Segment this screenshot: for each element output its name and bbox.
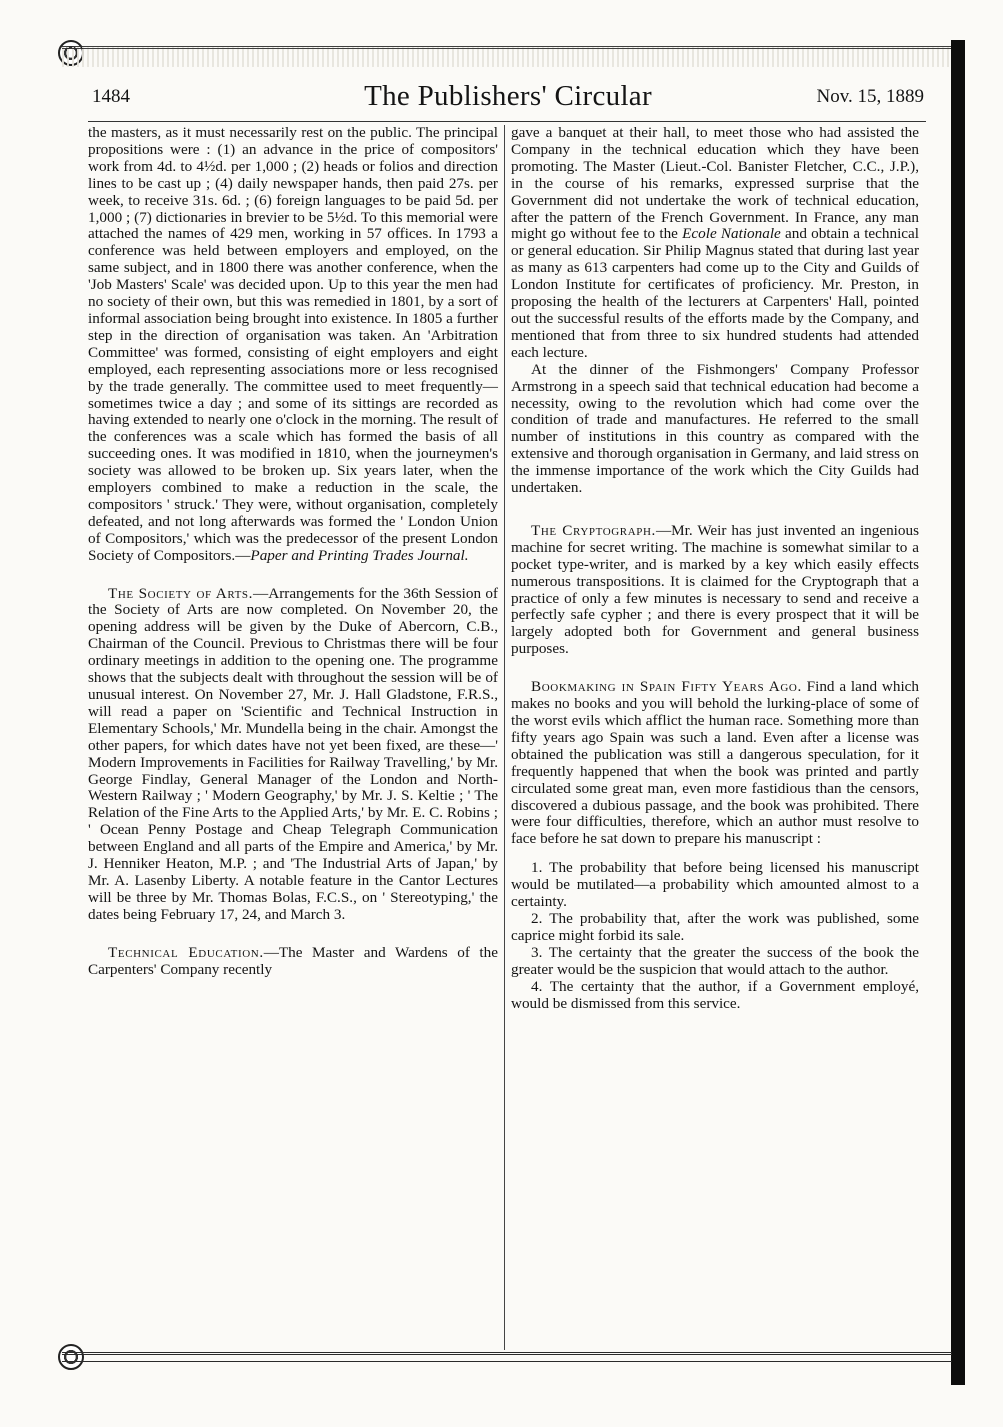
banquet-text: gave a banquet at their hall, to meet those who had assisted the Company in the technical education which they have been promoting. The Master (Lieut.-Col. Banister Fletcher, C.C., J.P.), in the course of his remarks, expressed surprise that the Government did not undertake the work of technical education, after the pattern of the French Government. In France, any man might go without fee to the: [511, 124, 919, 243]
article-paragraph: At the dinner of the Fishmongers' Company Professor Armstrong in a speech said that technical education had become a necessity, owing to the revolution which had come over the condition of trade and manufactures. He referred to the small number of institutions in this country as compared with the extensive and thorough organisation in Germany, and laid stress on the immense importance of the work which the City Guilds had undertaken.: [511, 360, 919, 497]
issue-date: Nov. 15, 1889: [816, 86, 924, 107]
society-of-arts-text: —Arrangements for the 36th Session of the Society of Arts are now completed. On November 20, the opening address will be given by the Duke of Abercorn, C.B., Chairman of the Council. Previous to Christmas there will be four ordinary meetings in addition to the opening one. The programme shows that the subjects dealt with throughout the session will be of unusual interest. On November 27, Mr. J. Hall Gladstone, F.R.S., will read a paper on 'Scientific and Technical Instruction in Elementary Schools,' Mr. Mundella being in the chair. Amongst the other papers, for which dates have not yet been fixed, are these—' Modern Improvements in Facilities for Railway Travelling,' by Mr. George Findlay, General Manager of the London and North-Western Railway ; ' Modern Geography,' by Mr. J. S. Keltie ; ' The Relation of the Fine Arts to the Applied Arts,' by Mr. E. C. Robins ; ' Ocean Penny Postage and Cheap Telegraph Communication between England and all parts of the Empire and America,' by Mr. J. Henniker Heaton, M.P. ; and 'The Industrial Arts of Japan,' by Mr. A. Lasenby Liberty. A notable feature in the Cantor Lectures will be three by Mr. Thomas Bolas, F.C.S., on ' Stereotyping,' the dates being February 17, 24, and March 3.: [88, 584, 498, 923]
journal-title: The Publishers' Circular: [364, 80, 652, 112]
column-divider: [504, 125, 505, 1350]
section-heading-cryptograph: The Cryptograph.: [531, 521, 656, 539]
section-heading-technical-education: Technical Education.: [108, 943, 264, 961]
article-paragraph: [511, 125, 919, 362]
page-header: [92, 82, 924, 116]
article-paragraph: [511, 523, 919, 658]
left-column: [88, 125, 498, 979]
top-decorative-rule: [62, 46, 952, 67]
binding-edge: [951, 40, 965, 1385]
technical-education-text: —The Master and Wardens of the Carpenters' Company recently: [88, 943, 498, 978]
section-heading-bookmaking-spain: Bookmaking in Spain Fifty Years Ago.: [531, 678, 802, 696]
section-heading-society-of-arts: The Society of Arts.: [108, 584, 254, 602]
section-separator: [511, 497, 919, 523]
page-number: 1484: [92, 86, 130, 107]
list-item: 4. The certainty that the author, if a Government employé, would be dismissed from this service.: [511, 977, 919, 1012]
article-paragraph: [88, 945, 498, 979]
cryptograph-text: —Mr. Weir has just invented an ingenious machine for secret writing. The machine is somewhat similar to a pocket type-writer, and is marked by a key which easily effects numerous transpositions. It is claimed for the Cryptograph that a practice of only a few minutes is necessary to send and receive a perfectly safe cypher ; and there is every prospect that it will be largely adopted both for Government and general business purposes.: [511, 521, 919, 658]
list-item: 1. The probability that before being licensed his manuscript would be mutilated—a probability which amounted almost to a certainty.: [511, 859, 919, 911]
list-item: 3. The certainty that the greater the success of the book the greater would be the suspicion that would attach to the author.: [511, 943, 919, 978]
banquet-text-end: and obtain a technical or general education. Sir Philip Magnus stated that during last year as many as 613 carpenters had come up to the City and Guilds of London Institute for certificates of proficiency. Mr. Preston, in proposing the health of the lecturers at Carpenters' Hall, pointed out the successful results of the efforts made by the Company, and mentioned that from three to six hundred students had attended each lecture.: [511, 225, 920, 361]
header-rule: [88, 121, 926, 122]
list-item: 2. The probability that, after the work was published, some caprice might forbid its sale.: [511, 909, 919, 944]
source-citation: Paper and Printing Trades Journal.: [250, 546, 469, 564]
bottom-decorative-rule: [62, 1352, 952, 1362]
article-paragraph: [511, 679, 919, 848]
right-column: [511, 125, 919, 1012]
article-paragraph: [88, 125, 498, 565]
ecole-nationale: Ecole Nationale: [682, 225, 781, 243]
compositors-history-text: the masters, as it must necessarily rest on the public. The principal propositions were : (1) an advance in the price of compositors' work from 4d. to 4½d. per 1,000 ; (2) heads or folios and direction lines to be cast up ; (4) daily newspaper hands, then paid 27s. per week, to receive 31s. 6d. ; (6) foreign languages to be paid 5d. per 1,000 ; (7) dictionaries in brevier to be 5½d. To this memorial were attached the names of 429 men, working in 57 offices. In 1793 a conference was held between employers and employed, on the same subject, and in 1800 there was another conference, when the 'Job Masters' Scale' was decided upon. Up to this year the men had no society of their own, but this was remedied in 1801, by a sort of informal association being brought into existence. In 1805 a further step in the direction of organisation was taken. An 'Arbitration Committee' was formed, consisting of eight employers and eight employed, each representing associations more or less recognised by the trade generally. The committee used to meet frequently—sometimes twice a day ; and some of its sittings are recorded as having extended to nearly one o'clock in the morning. The result of the conferences was a scale which has formed the basis of all succeeding ones. It was modified in 1810, when the journeymen's society was allowed to be broken up. Six years later, when the employers combined to make a reduction in the scale, the compositors ' struck.' They were, without organisation, completely defeated, and not long afterwards was formed the ' London Union of Compositors,' which was the predecessor of the present London Society of Compositors.—: [88, 124, 498, 564]
bookmaking-spain-text: Find a land which makes no books and you will behold the lurking-place of some of the worst evils which afflict the human race. Something more than fifty years ago Spain was such a land. Even after a license was obtained the publication was still a dangerous speculation, for it frequently happened that when the book was printed and partly circulated some great man, even more fastidious than the censors, discovered a dubious passage, and the book was prohibited. There were four difficulties, therefore, which an author must resolve to face before he sat down to prepare his manuscript :: [511, 678, 920, 848]
article-paragraph: [88, 586, 498, 924]
